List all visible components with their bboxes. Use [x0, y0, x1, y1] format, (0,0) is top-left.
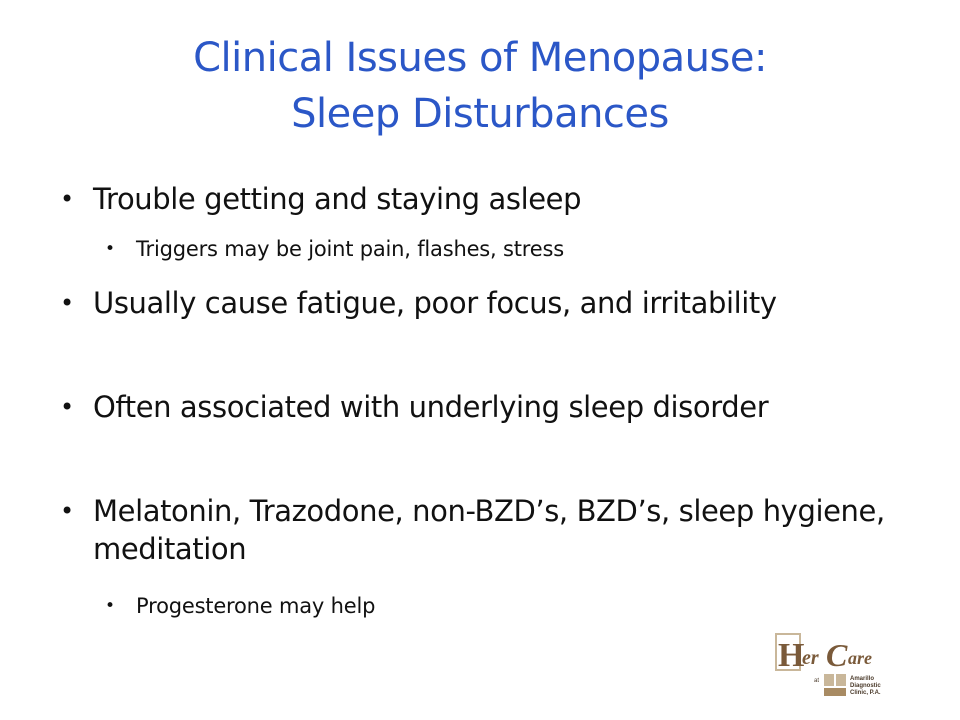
- bullet-icon: •: [60, 497, 74, 525]
- logo-clinic-line-1: Amarillo: [850, 676, 875, 682]
- bullet-text: Trouble getting and staying asleep: [93, 182, 582, 216]
- logo-clinic-line-3: Clinic, P.A.: [850, 690, 881, 696]
- bullet-icon: •: [60, 289, 74, 317]
- bullet-text: Melatonin, Trazodone, non-BZD’s, BZD’s, sleep hygiene, meditation: [93, 494, 885, 566]
- logo-h: H: [778, 637, 805, 674]
- bullet-item: [60, 388, 920, 426]
- logo-clinic-line-2: Diagnostic: [850, 683, 881, 689]
- bullet-text: Usually cause fatigue, poor focus, and irritability: [93, 286, 777, 320]
- slide-title: [60, 30, 900, 142]
- hercare-logo: [770, 630, 890, 702]
- bullet-icon: •: [60, 393, 74, 421]
- sub-bullet-item: [105, 591, 905, 621]
- logo-c: C: [826, 637, 848, 673]
- bullet-icon: •: [105, 596, 115, 616]
- logo-er: er: [802, 647, 819, 669]
- logo-at: at: [814, 678, 820, 684]
- bullet-text: Often associated with underlying sleep disorder: [93, 390, 769, 424]
- bullet-icon: •: [60, 185, 74, 213]
- bullet-text: Progesterone may help: [136, 594, 376, 618]
- bullet-item: [60, 180, 920, 218]
- bullet-text: Triggers may be joint pain, flashes, stress: [136, 237, 564, 261]
- bullet-item: [60, 492, 920, 568]
- logo-are: are: [848, 648, 872, 668]
- bullet-icon: •: [105, 239, 115, 259]
- title-line-2: Sleep Disturbances: [291, 91, 669, 137]
- sub-bullet-item: [105, 234, 905, 264]
- bullet-item: [60, 284, 920, 322]
- title-line-1: Clinical Issues of Menopause:: [193, 35, 767, 81]
